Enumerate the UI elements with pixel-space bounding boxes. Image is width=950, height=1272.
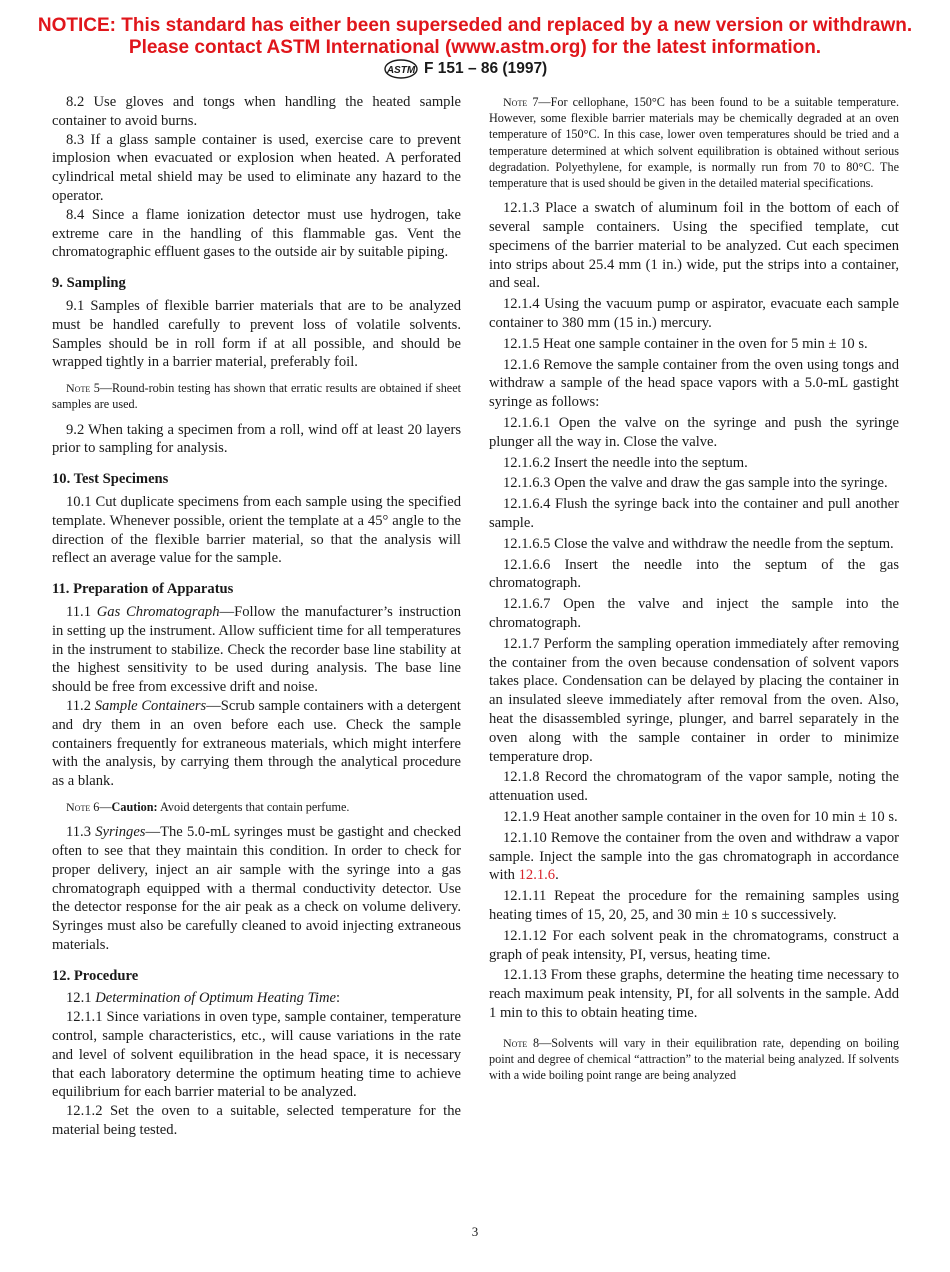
paragraph-12-1-12: 12.1.12 For each solvent peak in the chromatograms, construct a graph of peak intensity, PI, versus, heating time. bbox=[489, 927, 899, 963]
note-5: Note 5—Round-robin testing has shown that erratic results are obtained if sheet samples are used. bbox=[52, 381, 461, 412]
right-column bbox=[489, 94, 899, 1091]
paragraph-8-4: 8.4 Since a flame ionization detector must use hydrogen, take extreme care in the handling of this flammable gas. Vent the chromatographic effluent gases to the outside air by suitable piping. bbox=[52, 206, 461, 261]
paragraph-12-1-6-1: 12.1.6.1 Open the valve on the syringe and push the syringe plunger all the way in. Close the valve. bbox=[489, 414, 899, 450]
paragraph-12-1-7: 12.1.7 Perform the sampling operation immediately after removing the container from the oven because condensation of solvent vapors takes place. Condensation can be delayed by placing the container in an insulated sleeve immediately after removal from the oven. Also, heat the disassembled syringe, plunger, and barrel separately in the oven along with the sample container in order to minimize temperature drop. bbox=[489, 635, 899, 765]
paragraph-12-1-2: 12.1.2 Set the oven to a suitable, selected temperature for the material being tested. bbox=[52, 1103, 461, 1139]
paragraph-12-1-6-5: 12.1.6.5 Close the valve and withdraw the needle from the septum. bbox=[503, 535, 894, 552]
standard-header bbox=[383, 58, 547, 80]
paragraph-12-1-1: 12.1.1 Since variations in oven type, sample container, temperature control, sample characteristics, etc., will cause variations in the rate and level of solvent equilibration in the head space, it is necessary that each laboratory determine the optimum heating time to achieve equilibrium for each barrier material to be analyzed. bbox=[52, 1009, 461, 1101]
section-heading-test-specimens: 10. Test Specimens bbox=[52, 471, 169, 488]
paragraph-9-1: 9.1 Samples of flexible barrier materials that are to be analyzed must be handled carefully to prevent loss of volatile solvents. Samples should be in roll form if at all possible, and should be wrapped tightly in a barrier material, preferably foil. bbox=[52, 297, 461, 371]
paragraph-9-2: 9.2 When taking a specimen from a roll, wind off at least 20 layers prior to sampling for analysis. bbox=[52, 421, 461, 457]
paragraph-8-3: 8.3 If a glass sample container is used, exercise care to prevent implosion when evacuated or explosion when heated. A perforated cylindrical metal shield may be used to eliminate any hazard to the operator. bbox=[52, 131, 461, 204]
section-heading-procedure: 12. Procedure bbox=[52, 967, 139, 984]
section-heading-sampling: 9. Sampling bbox=[52, 275, 126, 292]
note-6: Note 6—Caution: Avoid detergents that contain perfume. bbox=[66, 799, 350, 814]
paragraph-12-1-4: 12.1.4 Using the vacuum pump or aspirator, evacuate each sample container to 380 mm (15 in.) mercury. bbox=[489, 296, 899, 331]
left-column bbox=[52, 93, 461, 1140]
paragraph-12-1-6: 12.1.6 Remove the sample container from the oven using tongs and withdraw a sample of the head space vapors with a 5.0-mL gastight syringe as follows: bbox=[489, 356, 899, 411]
paragraph-12-1-13: 12.1.13 From these graphs, determine the heating time necessary to reach maximum peak intensity, PI, for all solvents in the sample. Add 1 min to this to obtain heating time. bbox=[489, 967, 899, 1021]
withdrawal-notice bbox=[0, 15, 950, 59]
paragraph-12-1-3: 12.1.3 Place a swatch of aluminum foil in the bottom of each of several sample containers. Using the specified template, cut specimens of the barrier material to be analyzed. Cut each specimen into strips about 25.4 mm (1 in.) wide, put the strips into a container, and seal. bbox=[489, 200, 899, 292]
paragraph-10-1: 10.1 Cut duplicate specimens from each sample using the specified template. Whenever possible, orient the template at a 45° angle to the direction of the flexible barrier material, so that the analysis will reflect an average value for the sample. bbox=[52, 493, 461, 567]
paragraph-8-2: 8.2 Use gloves and tongs when handling the heated sample container to avoid burns. bbox=[52, 94, 461, 129]
paragraph-11-2: 11.2 Sample Containers—Scrub sample containers with a detergent and dry them in an oven before each use. Check the sample containers frequently for extraneous materials, which might interfere with the analysis, by carrying them through the analytical procedure as a blank. bbox=[52, 697, 461, 790]
standard-designation: F 151 – 86 (1997) bbox=[424, 60, 548, 77]
notice-line-1: NOTICE: This standard has either been superseded and replaced by a new version or withdrawn. bbox=[37, 15, 913, 36]
paragraph-12-1-6-2: 12.1.6.2 Insert the needle into the septum. bbox=[503, 454, 748, 471]
paragraph-12-1-5: 12.1.5 Heat one sample container in the oven for 5 min ± 10 s. bbox=[503, 335, 868, 352]
paragraph-12-1-6-7: 12.1.6.7 Open the valve and inject the sample into the chromatograph. bbox=[489, 596, 899, 631]
paragraph-12-1-8: 12.1.8 Record the chromatogram of the vapor sample, noting the attenuation used. bbox=[489, 769, 899, 805]
paragraph-12-1: 12.1 Determination of Optimum Heating Time: bbox=[66, 990, 341, 1007]
paragraph-12-1-10: 12.1.10 Remove the container from the oven and withdraw a vapor sample. Inject the sample into the gas chromatograph in accordance with 12.1.6. bbox=[489, 829, 899, 884]
section-heading-preparation: 11. Preparation of Apparatus bbox=[52, 581, 234, 598]
paragraph-12-1-11: 12.1.11 Repeat the procedure for the remaining samples using heating times of 15, 20, 25, and 30 min ± 10 s successively. bbox=[489, 888, 899, 923]
paragraph-11-3: 11.3 Syringes—The 5.0-mL syringes must be gastight and checked often to see that they maintain this condition. In order to check for proper delivery, inject an air sample with the syringe into a gas chromatograph equipped with a thermal conductivity detector. Use the detector response for the air peak as a check on volume delivery. Syringes must also be carefully cleaned to avoid injecting extraneous materials. bbox=[52, 824, 461, 953]
page-number: 3 bbox=[471, 1224, 479, 1239]
section-12-1-6-link[interactable]: 12.1.6 bbox=[518, 867, 556, 884]
paragraph-12-1-6-3: 12.1.6.3 Open the valve and draw the gas sample into the syringe. bbox=[503, 475, 888, 492]
paragraph-11-1: 11.1 Gas Chromatograph—Follow the manufacturer’s instruction in setting up the instrument. Allow sufficient time for all temperatures in the instrument to stabilize. Check the recorder base line stability at the highest sensitivity to be used during analysis. The base line should be free from excessive drift and noise. bbox=[52, 603, 461, 696]
svg-text:ASTM: ASTM bbox=[386, 65, 416, 76]
notice-line-2: Please contact ASTM International (www.astm.org) for the latest information. bbox=[128, 37, 822, 58]
paragraph-12-1-6-6: 12.1.6.6 Insert the needle into the septum of the gas chromatograph. bbox=[489, 556, 899, 592]
astm-logo-icon bbox=[383, 59, 419, 79]
paragraph-12-1-6-4: 12.1.6.4 Flush the syringe back into the container and pull another sample. bbox=[489, 496, 899, 531]
note-8: Note 8—Solvents will vary in their equilibration rate, depending on boiling point and degree of chemical “attraction” to the material being analyzed. If solvents with a wide boiling point range are being analyzed bbox=[489, 1035, 899, 1083]
paragraph-12-1-9: 12.1.9 Heat another sample container in the oven for 10 min ± 10 s. bbox=[503, 808, 898, 825]
note-7: Note 7—For cellophane, 150°C has been found to be a suitable temperature. However, some flexible barrier materials may be chemically degraded at an oven temperature of 150°C. In this case, lower oven temperatures should be tried and a temperature determined at which solvent equilibration is obtained without serious degradation. Polyethylene, for example, is normally run from 70 to 80°C. The temperature that is used should be given in the detailed material specifications. bbox=[489, 95, 899, 191]
